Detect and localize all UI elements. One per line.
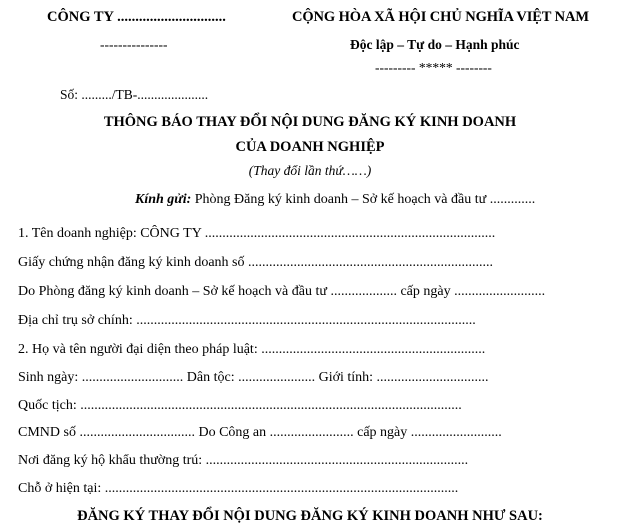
field-permanent-residence: Nơi đăng ký hộ khẩu thường trú: ........................................................................... — [18, 453, 469, 468]
addressee-label: Kính gửi: — [135, 192, 192, 207]
company-underline: --------------- — [100, 37, 168, 52]
change-count: (Thay đổi lần thứ……) — [248, 163, 372, 178]
field-company-name: 1. Tên doanh nghiệp: CÔNG TY ................................................................................... — [18, 226, 496, 241]
notice-title: THÔNG BÁO THAY ĐỔI NỘI DUNG ĐĂNG KÝ KINH DOANH — [103, 114, 517, 130]
field-id-card: CMND số ................................. Do Công an ........................ cấp ngày .......................... — [18, 425, 502, 440]
field-birth-ethnicity-gender: Sinh ngày: ............................. Dân tộc: ...................... Giới tính: ................................ — [18, 370, 489, 385]
notice-subtitle: CỦA DOANH NGHIỆP — [235, 139, 385, 155]
republic-title: CỘNG HÒA XÃ HỘI CHỦ NGHĨA VIỆT NAM — [292, 9, 589, 25]
field-issuing-office: Do Phòng đăng ký kinh doanh – Sở kế hoạch và đầu tư ................... cấp ngày .......................... — [18, 284, 546, 299]
company-name: CÔNG TY .............................. — [47, 9, 226, 25]
addressee-line — [135, 192, 535, 208]
section-heading: ĐĂNG KÝ THAY ĐỔI NỘI DUNG ĐĂNG KÝ KINH DOANH NHƯ SAU: — [77, 508, 543, 524]
motto-rule: --------- ***** -------- — [375, 60, 492, 75]
national-motto: Độc lập – Tự do – Hạnh phúc — [350, 37, 520, 52]
addressee-recipient: Phòng Đăng ký kinh doanh – Sở kế hoạch và đầu tư ............. — [194, 192, 536, 207]
field-business-certificate: Giấy chứng nhận đăng ký kinh doanh số ...................................................................... — [18, 255, 493, 270]
field-legal-representative: 2. Họ và tên người đại diện theo pháp luật: ................................................................ — [18, 342, 486, 357]
field-head-office-address: Địa chỉ trụ sở chính: ................................................................................................. — [18, 313, 476, 328]
field-current-address: Chỗ ở hiện tại: ..................................................................................................... — [18, 481, 459, 496]
field-nationality: Quốc tịch: ............................................................................................................. — [18, 398, 462, 413]
document-number: Số: ........./TB-..................... — [60, 87, 209, 102]
